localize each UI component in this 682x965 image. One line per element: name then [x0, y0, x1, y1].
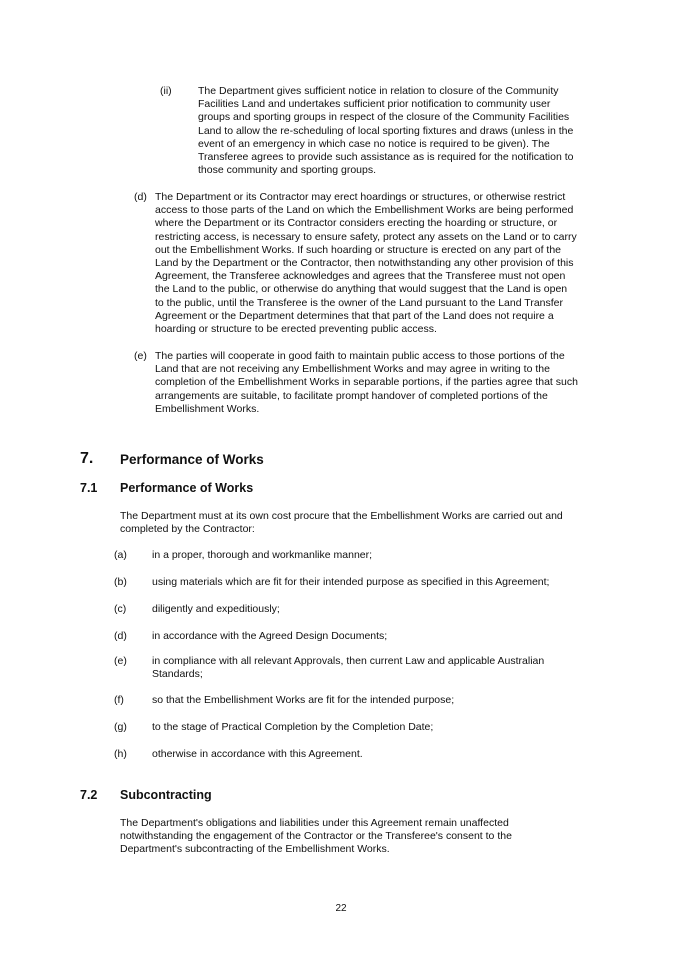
text-line: The Department's obligations and liabilities under this Agreement remain unaffected	[120, 817, 509, 829]
list-item-number: (d)	[114, 630, 127, 642]
text-line: The Department must at its own cost procure that the Embellishment Works are carried out and	[120, 510, 563, 522]
text-line: Department's subcontracting of the Embellishment Works.	[120, 843, 390, 856]
text-line: arrangements are suitable, to facilitate prompt handover of completed portions of the	[155, 389, 548, 402]
list-item	[152, 655, 622, 681]
text-line: Land to allow the re-scheduling of local sporting fixtures and draws (unless in the	[198, 124, 574, 137]
text-line: Land by the Department or the Contractor, then notwithstanding any other provision of this	[155, 257, 574, 270]
text-line: in accordance with the Agreed Design Documents;	[152, 630, 388, 642]
text-line: diligently and expeditiously;	[152, 603, 280, 615]
page-number: 22	[335, 903, 347, 914]
text-line: The Department or its Contractor may erect hoardings or structures, or otherwise restrict	[155, 191, 566, 203]
text-line: to the public, until the Transferee is the owner of the Land pursuant to the Land Transfer	[155, 296, 564, 309]
text-line: otherwise in accordance with this Agreement.	[152, 748, 363, 760]
text-line: access to those parts of the Land on which the Embellishment Works are being performed	[155, 204, 574, 217]
text-line: hoarding or structure to be erected preventing public access.	[155, 323, 437, 336]
clause-d	[134, 191, 624, 341]
text-line: the Land to the public, or otherwise do anything that would suggest that the Land is open	[155, 283, 568, 296]
section-7-1-number: 7.1	[80, 481, 98, 495]
clause-e-text	[155, 350, 625, 416]
section-7-2-title: Subcontracting	[120, 788, 212, 802]
text-line: using materials which are fit for their intended purpose as specified in this Agreement;	[152, 576, 550, 588]
list-item-number: (h)	[114, 748, 127, 760]
list-item	[152, 576, 622, 589]
list-item	[152, 748, 622, 761]
text-line: notwithstanding the engagement of the Contractor or the Transferee's consent to the	[120, 830, 512, 843]
list-item-number: (e)	[114, 655, 127, 667]
section-7-number: 7.	[80, 450, 94, 467]
clause-ii-text	[198, 85, 623, 177]
text-line: restricting access, is necessary to ensure safety, protect any assets on the Land or to carry	[155, 230, 577, 243]
text-line: completed by the Contractor:	[120, 523, 255, 536]
text-line: where the Department or its Contractor considers erecting the hoarding or structure, or	[155, 217, 558, 230]
text-line: in compliance with all relevant Approvals, then current Law and applicable Australian	[152, 655, 545, 667]
clause-ii	[160, 85, 620, 180]
text-line: Standards;	[152, 668, 203, 681]
text-line: those community and sporting groups.	[198, 164, 377, 177]
text-line: Embellishment Works.	[155, 402, 260, 415]
text-line: to the stage of Practical Completion by the Completion Date;	[152, 721, 434, 733]
text-line: Transferee agrees to provide such assistance as is required for the notification to	[198, 151, 574, 164]
section-7-title: Performance of Works	[120, 452, 264, 467]
section-7-2-number: 7.2	[80, 788, 98, 802]
text-line: The parties will cooperate in good faith to maintain public access to those portions of the	[155, 350, 565, 362]
text-line: event of an emergency in which case no notice is required to be given). The	[198, 137, 550, 150]
list-item	[152, 694, 622, 707]
list-item	[152, 603, 622, 616]
list-item	[152, 721, 622, 734]
text-line: out the Embellishment Works. If such hoarding or structure is erected on any part of the	[155, 243, 562, 256]
clause-ii-number: (ii)	[160, 85, 172, 97]
text-line: Land that are not receiving any Embellishment Works and may agree in writing to the	[155, 363, 550, 376]
list-item-number: (a)	[114, 549, 127, 561]
text-line: Facilities Land and undertakes sufficient prior notification to community user	[198, 98, 551, 111]
clause-e-number: (e)	[134, 350, 147, 362]
text-line: groups and sporting groups in respect of the closure of the Community Facilities	[198, 111, 570, 124]
list-item-number: (f)	[114, 694, 124, 706]
text-line: The Department gives sufficient notice in relation to closure of the Community	[198, 85, 559, 97]
list-item-number: (b)	[114, 576, 127, 588]
section-7-1-title: Performance of Works	[120, 481, 254, 495]
section-7-2-body	[120, 817, 620, 857]
text-line: Agreement or the Department determines that that part of the Land does not require a	[155, 309, 554, 322]
list-item	[152, 630, 622, 643]
clause-d-text	[155, 191, 625, 336]
text-line: completion of the Embellishment Works in separable portions, if the parties agree that such	[155, 376, 578, 389]
text-line: so that the Embellishment Works are fit for the intended purpose;	[152, 694, 455, 706]
clause-d-number: (d)	[134, 191, 147, 203]
section-7-1-intro	[120, 510, 620, 536]
list-item	[152, 549, 622, 562]
list-item-number: (g)	[114, 721, 127, 733]
text-line: in a proper, thorough and workmanlike manner;	[152, 549, 373, 561]
clause-e	[134, 350, 624, 420]
list-item-number: (c)	[114, 603, 127, 615]
text-line: Agreement, the Transferee acknowledges and agrees that the Transferee must not open	[155, 270, 566, 283]
